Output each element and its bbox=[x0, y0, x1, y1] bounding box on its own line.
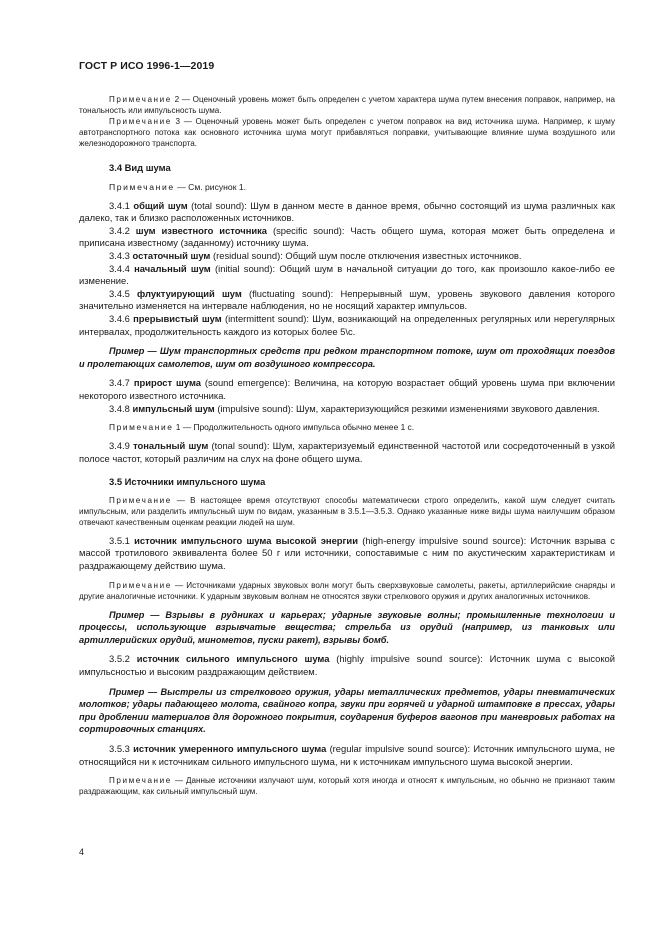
term-3-4-3: 3.4.3 остаточный шум (residual sound): Общий шум после отключения известных источников. bbox=[109, 249, 522, 261]
term-3-4-8: 3.4.8 импульсный шум (impulsive sound): Шум, характеризующийся резкими изменениями звукового давления. bbox=[109, 402, 600, 414]
term-3-4-6: 3.4.6 прерывистый шум (intermittent sound): Шум, возникающий на определенных регулярных или нерегулярных интервалах, продолжительность каждого из которых более 5\с. bbox=[79, 312, 615, 337]
example-2: Пример — Взрывы в рудниках и карьерах; ударные звуковые волны; промышленные технологии и процессы, использующие взрывчатые вещества; стрельба из орудий (например, из танковых или артиллерийских орудий, минометов, пуски ракет), взрывы бомб. bbox=[79, 609, 615, 645]
term-3-4-9: 3.4.9 тональный шум (tonal sound): Шум, характеризуемый единственной частотой или сосредоточенный в узкой полосе частот, который различим на слух на фоне общего шума. bbox=[79, 440, 615, 464]
term-3-4-5: 3.4.5 флуктуирующий шум (fluctuating sound): Непрерывный шум, уровень звукового давления которого значительно изменяется на интервале наблюдения, но не носящий характер импульсов. bbox=[79, 287, 615, 312]
document-header: ГОСТ Р ИСО 1996-1—2019 bbox=[79, 60, 215, 72]
term-3-5-2: 3.5.2 источник сильного импульсного шума (highly impulsive sound source): Источник шума с высокой импульсностью и высоким раздражающим действием. bbox=[79, 653, 616, 678]
note-3: Примечание 3 — Оценочный уровень может быть определен с учетом поправок на вид источника шума. Например, к шуму автотранспортного потока как основного источника шума могут прибавляться поправки, учитывающие влияние шума воздушного или железнодорожного транспорта. bbox=[79, 117, 615, 148]
note-2: Примечание 2 — Оценочный уровень может быть определен с учетом характера шума путем внесения поправок, например, на тональность или импульсность шума. bbox=[79, 95, 615, 115]
section-heading-3-4: 3.4 Вид шума bbox=[109, 162, 171, 173]
example-3: Пример — Выстрелы из стрелкового оружия, удары металлических предметов, удары пневматических молотков; удары падающего молота, свайного копра, звуки при горячей и ударной штамповке в прессах, удары при дроблении материалов для дорожного покрытия, соударения буферов вагонов при маневровых работах на сортировочных станциях. bbox=[79, 686, 615, 735]
note-3-4: Примечание — См. рисунок 1. bbox=[109, 181, 247, 192]
term-3-4-7: 3.4.7 прирост шума (sound emergence): Величина, на которую возрастает общий уровень шума при включении некоторого известного источника. bbox=[79, 377, 615, 401]
term-3-4-2: 3.4.2 шум известного источника (specific sound): Часть общего шума, которая может быть определена и приписана известному (заданному) источнику шума. bbox=[79, 224, 615, 249]
page-number: 4 bbox=[79, 847, 85, 857]
section-heading-3-5: 3.5 Источники импульсного шума bbox=[109, 476, 266, 488]
term-3-5-3: 3.5.3 источник умеренного импульсного шума (regular impulsive sound source): Источник импульсного шума, не относящийся ни к источникам сильного импульсного шума, ни к источникам импульсного шума высокой энергии. bbox=[79, 743, 615, 767]
note-3-5: Примечание — В настоящее время отсутствуют способы математически строго определить, какой шум следует считать импульсным, или разделить импульсный шум по видам, указанным в 3.5.1—3.5.3. Однако указанные ниже виды шума наилучшим образом отвечают качественным оценкам реакции людей на шум. bbox=[79, 495, 615, 527]
term-3-4-1: 3.4.1 общий шум (total sound): Шум в данном месте в данное время, обычно состоящий из шума различных как далеко, так и близко расположенных источников. bbox=[79, 199, 615, 224]
document-body bbox=[79, 92, 615, 797]
term-3-5-1: 3.5.1 источник импульсного шума высокой энергии (high-energy impulsive sound source): Источник взрыва с массой тротилового эквивалента более 50 г или источники, сопоставимые с ним по акустическим характеристикам и раздражающему действию шума. bbox=[79, 534, 615, 572]
note-3-5-1: Примечание — Источниками ударных звуковых волн могут быть сверхзвуковые самолеты, ракеты, артиллерийские снаряды и другие аналогичные источники. К ударным звуковым волнам не относятся звуки стрелкового оружия и других аналогичных источников. bbox=[79, 580, 615, 601]
example-1: Пример — Шум транспортных средств при редком транспортном потоке, шум от проходящих поездов и пролетающих самолетов, шум от воздушного компрессора. bbox=[79, 346, 615, 369]
note-3-4-8: Примечание 1 — Продолжительность одного импульса обычно менее 1 с. bbox=[109, 422, 415, 433]
term-3-4-4: 3.4.4 начальный шум (initial sound): Общий шум в начальной ситуации до того, как произошло какое-либо ее изменение. bbox=[79, 262, 615, 287]
note-3-5-3: Примечание — Данные источники излучают шум, который хотя иногда и относят к импульсным, но обычно не признают таким раздражающим, как сильный импульсный шум. bbox=[79, 776, 615, 797]
